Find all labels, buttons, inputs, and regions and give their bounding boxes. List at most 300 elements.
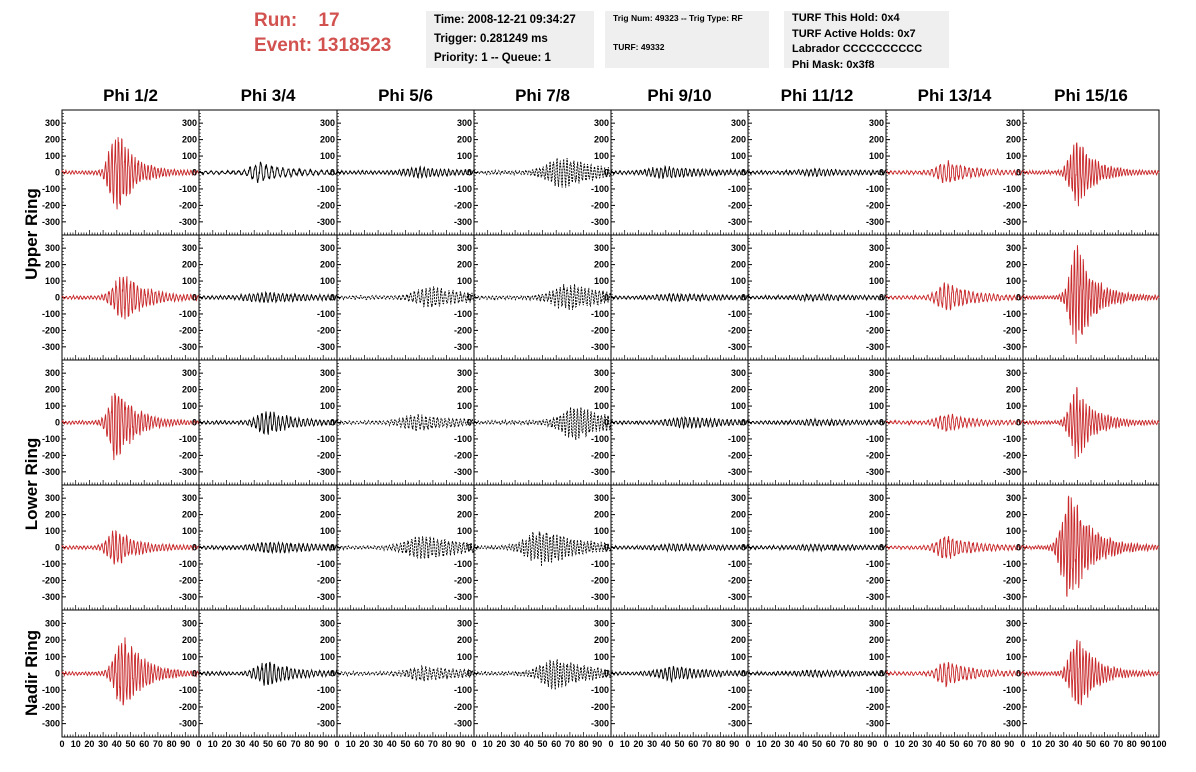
y-tick-label: 300 [319, 368, 335, 379]
waveform-panel [454, 110, 611, 235]
y-tick-label: 0 [1015, 417, 1021, 428]
y-tick-label: -200 [590, 575, 609, 586]
y-tick-label: -100 [865, 558, 884, 569]
waveform-panel [317, 485, 474, 610]
y-tick-label: -200 [453, 701, 472, 712]
y-tick-label: 200 [44, 259, 60, 270]
waveform-trace [886, 536, 1023, 559]
y-tick-label: 300 [593, 493, 609, 504]
y-tick-label: 300 [319, 118, 335, 129]
x-tick-label: 20 [908, 739, 919, 749]
x-tick-label: 30 [784, 739, 795, 749]
y-tick-label: 300 [44, 368, 60, 379]
y-tick-label: 0 [878, 292, 884, 303]
y-tick-label: 100 [593, 151, 609, 162]
y-tick-label: 0 [1015, 292, 1021, 303]
y-tick-label: -200 [41, 575, 60, 586]
x-tick-label: 80 [1126, 739, 1137, 749]
x-tick-label: 90 [318, 739, 329, 749]
y-tick-label: 0 [1015, 542, 1021, 553]
y-tick-label: -100 [41, 558, 60, 569]
waveform-trace [337, 167, 474, 178]
y-tick-label: -200 [41, 450, 60, 461]
y-tick-label: -200 [316, 325, 335, 336]
x-tick-label: 70 [290, 739, 301, 749]
waveform-panel [42, 485, 199, 610]
x-tick-label: 50 [400, 739, 411, 749]
waveform-panel [591, 235, 748, 360]
y-tick-label: 100 [181, 151, 197, 162]
waveform-trace [1023, 143, 1159, 207]
y-tick-label: 100 [593, 401, 609, 412]
waveform-trace [886, 283, 1023, 310]
waveform-trace [611, 166, 748, 179]
y-tick-label: -300 [590, 216, 609, 227]
x-tick-label: 50 [125, 739, 136, 749]
y-tick-label: 300 [319, 243, 335, 254]
x-tick-label: 90 [180, 739, 191, 749]
x-tick-label: 70 [1113, 739, 1124, 749]
trig-num-text: Trig Num: 49323 -- Trig Type: RF [613, 13, 743, 23]
y-tick-label: -100 [453, 558, 472, 569]
y-tick-label: -300 [865, 341, 884, 352]
y-tick-label: -100 [453, 433, 472, 444]
x-tick-label: 10 [894, 739, 905, 749]
y-tick-label: 100 [730, 526, 746, 537]
y-tick-label: -300 [316, 591, 335, 602]
x-tick-label: 80 [853, 739, 864, 749]
y-tick-label: 200 [730, 134, 746, 145]
y-tick-label: -200 [316, 575, 335, 586]
waveform-panel [727, 610, 889, 749]
y-tick-label: 300 [868, 243, 884, 254]
y-tick-label: 300 [456, 493, 472, 504]
y-tick-label: 200 [868, 259, 884, 270]
x-tick-label: 20 [496, 739, 507, 749]
y-tick-label: -200 [727, 200, 746, 211]
waveform-panel [179, 235, 337, 360]
y-tick-label: 100 [319, 151, 335, 162]
x-tick-label: 30 [510, 739, 521, 749]
y-tick-label: 200 [181, 635, 197, 646]
waveform-panel [728, 485, 886, 610]
y-tick-label: -100 [453, 685, 472, 696]
waveform-trace [611, 294, 748, 301]
x-tick-label: 50 [811, 739, 823, 749]
y-tick-label: 200 [1005, 384, 1021, 395]
waveform-panel [591, 360, 748, 485]
x-tick-label: 50 [674, 739, 685, 749]
y-tick-label: 100 [1005, 276, 1021, 287]
y-tick-label: -300 [1002, 466, 1021, 477]
y-tick-label: 100 [319, 526, 335, 537]
x-tick-label: 90 [1004, 739, 1015, 749]
y-tick-label: -300 [41, 466, 60, 477]
x-tick-label: 70 [564, 739, 575, 749]
y-tick-label: -100 [453, 308, 472, 319]
waveform-panel [590, 610, 751, 749]
x-tick-label: 90 [729, 739, 740, 749]
waveform-trace [1023, 640, 1159, 705]
y-tick-label: -300 [865, 466, 884, 477]
y-tick-label: 100 [730, 651, 746, 662]
y-tick-label: 200 [868, 509, 884, 520]
x-tick-label: 40 [935, 739, 946, 749]
y-tick-label: 0 [740, 668, 746, 679]
y-tick-label: -200 [453, 200, 472, 211]
x-tick-label: 0 [334, 739, 340, 749]
waveform-trace [199, 162, 337, 183]
y-tick-label: -200 [727, 325, 746, 336]
y-tick-label: -100 [316, 558, 335, 569]
waveform-panel [454, 235, 611, 360]
y-tick-label: 0 [54, 167, 60, 178]
y-tick-label: 200 [1005, 134, 1021, 145]
y-tick-label: -200 [453, 450, 472, 461]
y-tick-label: 200 [44, 134, 60, 145]
y-tick-label: -200 [865, 701, 884, 712]
y-tick-label: -100 [1002, 685, 1021, 696]
y-tick-label: -100 [727, 433, 746, 444]
y-tick-label: 0 [603, 542, 609, 553]
y-tick-label: 200 [868, 384, 884, 395]
y-tick-label: -100 [41, 685, 60, 696]
y-tick-label: 200 [1005, 259, 1021, 270]
x-tick-label: 70 [976, 739, 987, 749]
y-tick-label: -300 [1002, 341, 1021, 352]
waveform-panel [317, 235, 474, 360]
y-tick-label: 0 [191, 167, 197, 178]
y-tick-label: 300 [868, 118, 884, 129]
y-tick-label: 300 [456, 243, 472, 254]
y-tick-label: 0 [54, 292, 60, 303]
y-tick-label: -100 [590, 308, 609, 319]
x-tick-label: 50 [1085, 739, 1097, 749]
y-tick-label: 0 [878, 668, 884, 679]
y-tick-label: -200 [727, 450, 746, 461]
y-tick-label: -300 [41, 341, 60, 352]
y-tick-label: 0 [466, 668, 472, 679]
phi-column-header: Phi 3/4 [240, 86, 296, 105]
waveform-trace [611, 667, 748, 682]
waveform-trace [1023, 245, 1159, 344]
y-tick-label: 100 [319, 401, 335, 412]
y-tick-label: 300 [593, 118, 609, 129]
y-tick-label: -300 [727, 341, 746, 352]
y-tick-label: -300 [178, 591, 197, 602]
y-tick-label: -200 [865, 325, 884, 336]
y-tick-label: -300 [590, 718, 609, 729]
y-tick-label: 100 [868, 151, 884, 162]
waveform-trace [611, 544, 748, 551]
y-tick-label: -300 [727, 591, 746, 602]
y-tick-label: -300 [316, 341, 335, 352]
y-tick-label: 200 [456, 509, 472, 520]
y-tick-label: 100 [456, 651, 472, 662]
x-tick-label: 0 [745, 739, 751, 749]
y-tick-label: 0 [740, 292, 746, 303]
waveform-trace [337, 286, 474, 307]
y-tick-label: 300 [44, 493, 60, 504]
phi-column-header: Phi 5/6 [378, 86, 433, 105]
y-tick-label: -100 [178, 433, 197, 444]
x-tick-label: 20 [221, 739, 232, 749]
y-tick-label: 300 [181, 243, 197, 254]
y-tick-label: 200 [181, 384, 197, 395]
x-tick-label: 10 [70, 739, 81, 749]
y-tick-label: -200 [178, 450, 197, 461]
y-tick-label: 300 [730, 118, 746, 129]
y-tick-label: -100 [1002, 308, 1021, 319]
y-tick-label: 100 [181, 526, 197, 537]
x-tick-label: 20 [1045, 739, 1056, 749]
y-tick-label: 300 [44, 118, 60, 129]
x-tick-label: 0 [608, 739, 614, 749]
y-tick-label: -200 [316, 200, 335, 211]
waveform-panel [866, 360, 1023, 485]
y-tick-label: 100 [868, 651, 884, 662]
x-tick-label: 40 [660, 739, 671, 749]
y-tick-label: -100 [41, 433, 60, 444]
y-tick-label: -100 [316, 308, 335, 319]
y-tick-label: -100 [41, 308, 60, 319]
x-tick-label: 60 [276, 739, 287, 749]
waveform-trace [62, 134, 199, 209]
y-tick-label: 100 [319, 276, 335, 287]
y-tick-label: 100 [319, 651, 335, 662]
y-tick-label: -200 [1002, 701, 1021, 712]
y-tick-label: -300 [590, 466, 609, 477]
y-tick-label: 200 [1005, 635, 1021, 646]
y-tick-label: 300 [1005, 368, 1021, 379]
x-tick-label: 70 [152, 739, 163, 749]
x-tick-label: 100 [1151, 739, 1167, 749]
x-tick-label: 30 [373, 739, 384, 749]
waveform-trace [1023, 387, 1159, 459]
waveform-panel [1003, 360, 1159, 485]
y-tick-label: -100 [316, 685, 335, 696]
x-tick-label: 90 [455, 739, 466, 749]
y-tick-label: 200 [593, 259, 609, 270]
event-value: 1318523 [317, 35, 392, 56]
waveform-trace [337, 666, 474, 681]
y-tick-label: -200 [590, 701, 609, 712]
y-tick-label: 200 [730, 259, 746, 270]
y-tick-label: 100 [593, 651, 609, 662]
x-tick-label: 50 [537, 739, 548, 749]
y-tick-label: -300 [41, 591, 60, 602]
waveform-trace [748, 419, 886, 426]
y-tick-label: -100 [590, 433, 609, 444]
y-tick-label: 100 [456, 401, 472, 412]
y-tick-label: -300 [453, 466, 472, 477]
y-tick-label: 200 [319, 134, 335, 145]
y-tick-label: -300 [865, 718, 884, 729]
y-tick-label: 300 [868, 368, 884, 379]
y-tick-label: 100 [44, 151, 60, 162]
y-tick-label: 0 [466, 417, 472, 428]
x-tick-label: 10 [482, 739, 493, 749]
waveform-panel [866, 110, 1023, 235]
y-tick-label: 100 [456, 276, 472, 287]
y-tick-label: 0 [878, 542, 884, 553]
y-tick-label: 200 [456, 384, 472, 395]
y-tick-label: 0 [740, 417, 746, 428]
phi-column-header: Phi 9/10 [647, 86, 712, 105]
y-tick-label: -100 [727, 308, 746, 319]
x-tick-label: 0 [883, 739, 889, 749]
y-tick-label: 100 [593, 526, 609, 537]
y-tick-label: -200 [178, 200, 197, 211]
turf-hold-text: TURF This Hold: 0x4 [792, 12, 900, 24]
y-tick-label: -300 [865, 216, 884, 227]
waveform-panel [179, 110, 337, 235]
x-tick-label: 20 [359, 739, 370, 749]
y-tick-label: 300 [181, 368, 197, 379]
x-tick-label: 50 [262, 739, 274, 749]
waveform-trace [611, 417, 748, 428]
y-tick-label: -200 [727, 575, 746, 586]
y-tick-label: 0 [603, 167, 609, 178]
y-tick-label: -200 [1002, 200, 1021, 211]
y-tick-label: 0 [466, 542, 472, 553]
waveform-panel [1003, 485, 1159, 610]
y-tick-label: 0 [878, 167, 884, 178]
y-tick-label: 100 [730, 151, 746, 162]
run-label: Run: [254, 10, 298, 31]
x-tick-label: 60 [963, 739, 974, 749]
y-tick-label: -300 [178, 466, 197, 477]
y-tick-label: 300 [593, 243, 609, 254]
y-tick-label: 0 [54, 542, 60, 553]
y-tick-label: 100 [44, 276, 60, 287]
phi-mask-text: Phi Mask: 0x3f8 [792, 58, 875, 71]
y-tick-label: -200 [41, 200, 60, 211]
x-tick-label: 10 [345, 739, 356, 749]
waveform-trace [748, 294, 886, 301]
waveform-trace [199, 662, 337, 685]
x-tick-label: 70 [701, 739, 712, 749]
waveform-trace [199, 292, 337, 303]
y-tick-label: 300 [593, 618, 609, 629]
y-tick-label: -200 [41, 701, 60, 712]
y-tick-label: 300 [730, 368, 746, 379]
y-tick-label: 100 [44, 401, 60, 412]
waveform-trace [886, 160, 1023, 182]
y-tick-label: -300 [727, 466, 746, 477]
waveform-panel [1003, 235, 1159, 360]
x-tick-label: 60 [825, 739, 836, 749]
y-tick-label: 300 [319, 493, 335, 504]
waveform-panel [728, 235, 886, 360]
y-tick-label: 300 [1005, 493, 1021, 504]
x-tick-label: 20 [84, 739, 95, 749]
y-tick-label: -300 [41, 718, 60, 729]
x-tick-label: 30 [235, 739, 246, 749]
x-tick-label: 90 [1140, 739, 1151, 749]
x-tick-label: 70 [839, 739, 850, 749]
x-tick-label: 10 [619, 739, 630, 749]
y-tick-label: 200 [319, 635, 335, 646]
ring-label: Nadir Ring [22, 629, 41, 716]
y-tick-label: 0 [1015, 668, 1021, 679]
y-tick-label: -200 [865, 575, 884, 586]
x-tick-label: 0 [196, 739, 202, 749]
y-tick-label: -200 [316, 701, 335, 712]
waveform-trace [748, 169, 886, 177]
y-tick-label: -300 [1002, 591, 1021, 602]
y-tick-label: 0 [191, 542, 197, 553]
waveform-trace [886, 663, 1023, 688]
y-tick-label: 300 [868, 493, 884, 504]
waveform-panel [728, 110, 886, 235]
y-tick-label: 100 [1005, 526, 1021, 537]
x-tick-label: 80 [304, 739, 315, 749]
y-tick-label: 100 [730, 401, 746, 412]
y-tick-label: -200 [865, 200, 884, 211]
y-tick-label: 100 [181, 651, 197, 662]
y-tick-label: -300 [865, 591, 884, 602]
y-tick-label: 0 [329, 167, 335, 178]
waveform-panel [1003, 110, 1159, 235]
y-tick-label: -300 [727, 216, 746, 227]
y-tick-label: -300 [453, 216, 472, 227]
turf-text: TURF: 49332 [613, 42, 665, 52]
waveform-trace [337, 536, 474, 558]
x-tick-label: 30 [1058, 739, 1069, 749]
y-tick-label: -300 [590, 341, 609, 352]
waveform-panel [179, 360, 337, 485]
x-tick-label: 30 [922, 739, 933, 749]
y-tick-label: 0 [740, 542, 746, 553]
x-tick-label: 30 [647, 739, 658, 749]
waveform-panel [591, 110, 748, 235]
y-tick-label: 300 [593, 368, 609, 379]
y-tick-label: -100 [178, 183, 197, 194]
y-tick-label: 100 [593, 276, 609, 287]
event-label: Event: [254, 35, 313, 56]
y-tick-label: 300 [44, 618, 60, 629]
waveform-trace [886, 414, 1023, 431]
x-tick-label: 40 [386, 739, 397, 749]
y-tick-label: -100 [865, 685, 884, 696]
phi-column-header: Phi 15/16 [1054, 86, 1128, 105]
y-tick-label: -200 [590, 325, 609, 336]
y-tick-label: 300 [730, 618, 746, 629]
y-tick-label: -100 [590, 685, 609, 696]
waveform-panel [866, 485, 1023, 610]
y-tick-label: 0 [1015, 167, 1021, 178]
y-tick-label: 100 [181, 401, 197, 412]
phi-column-header: Phi 11/12 [780, 86, 854, 105]
y-tick-label: -300 [316, 718, 335, 729]
y-tick-label: 200 [319, 509, 335, 520]
y-tick-label: -300 [453, 341, 472, 352]
y-tick-label: 100 [44, 651, 60, 662]
y-tick-label: -100 [316, 183, 335, 194]
y-tick-label: 100 [44, 526, 60, 537]
y-tick-label: -300 [590, 591, 609, 602]
y-tick-label: -300 [178, 341, 197, 352]
waveform-panel [178, 610, 340, 749]
y-tick-label: 200 [319, 384, 335, 395]
y-tick-label: 300 [456, 618, 472, 629]
x-tick-label: 20 [633, 739, 644, 749]
waveform-trace [474, 284, 611, 310]
y-tick-label: -100 [41, 183, 60, 194]
waveform-trace [748, 544, 886, 551]
y-tick-label: -200 [453, 325, 472, 336]
